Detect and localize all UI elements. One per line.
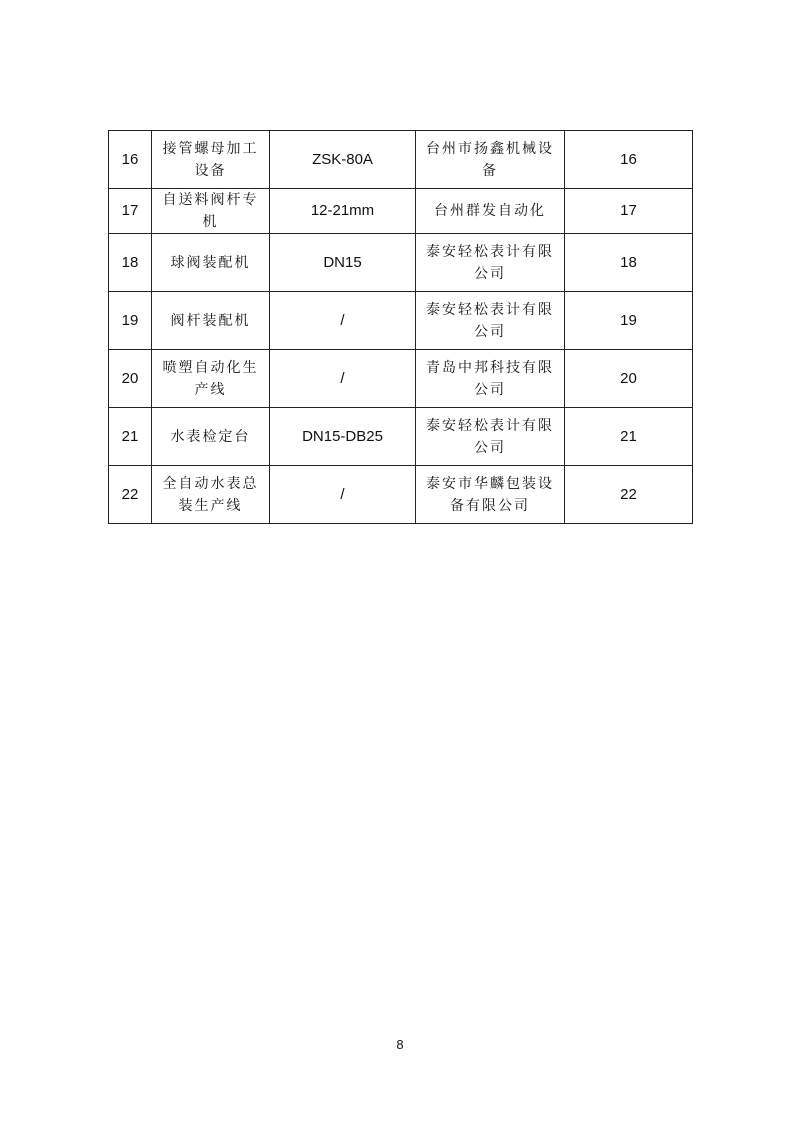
quantity-cell: 21	[565, 408, 693, 466]
table-row	[109, 189, 693, 234]
table-row	[109, 408, 693, 466]
table-row	[109, 466, 693, 524]
quantity-cell: 18	[565, 234, 693, 292]
quantity-cell: 17	[565, 189, 693, 234]
model-cell: /	[270, 466, 416, 524]
quantity-cell: 22	[565, 466, 693, 524]
equipment-name-cell: 阀杆装配机	[152, 292, 270, 350]
row-seq-cell: 21	[109, 408, 152, 466]
supplier-cell: 泰安轻松表计有限公司	[416, 408, 565, 466]
row-seq-cell: 16	[109, 131, 152, 189]
model-cell: DN15	[270, 234, 416, 292]
model-cell: /	[270, 350, 416, 408]
supplier-cell: 青岛中邦科技有限公司	[416, 350, 565, 408]
row-seq-cell: 20	[109, 350, 152, 408]
quantity-cell: 16	[565, 131, 693, 189]
supplier-cell: 泰安轻松表计有限公司	[416, 292, 565, 350]
table-row	[109, 350, 693, 408]
supplier-cell: 台州群发自动化	[416, 189, 565, 234]
quantity-cell: 20	[565, 350, 693, 408]
quantity-cell: 19	[565, 292, 693, 350]
page-number: 8	[396, 1037, 404, 1052]
supplier-cell: 泰安轻松表计有限公司	[416, 234, 565, 292]
table-row	[109, 131, 693, 189]
model-cell: DN15-DB25	[270, 408, 416, 466]
equipment-name-cell: 接管螺母加工设备	[152, 131, 270, 189]
supplier-cell: 台州市扬鑫机械设备	[416, 131, 565, 189]
table-row	[109, 292, 693, 350]
equipment-name-cell: 自送料阀杆专机	[152, 189, 270, 234]
equipment-name-cell: 喷塑自动化生产线	[152, 350, 270, 408]
equipment-name-cell: 全自动水表总装生产线	[152, 466, 270, 524]
equipment-table	[108, 130, 693, 524]
model-cell: /	[270, 292, 416, 350]
row-seq-cell: 18	[109, 234, 152, 292]
model-cell: ZSK-80A	[270, 131, 416, 189]
supplier-cell: 泰安市华麟包装设备有限公司	[416, 466, 565, 524]
row-seq-cell: 17	[109, 189, 152, 234]
model-cell: 12-21mm	[270, 189, 416, 234]
equipment-name-cell: 水表检定台	[152, 408, 270, 466]
equipment-name-cell: 球阀装配机	[152, 234, 270, 292]
row-seq-cell: 22	[109, 466, 152, 524]
row-seq-cell: 19	[109, 292, 152, 350]
table-row	[109, 234, 693, 292]
